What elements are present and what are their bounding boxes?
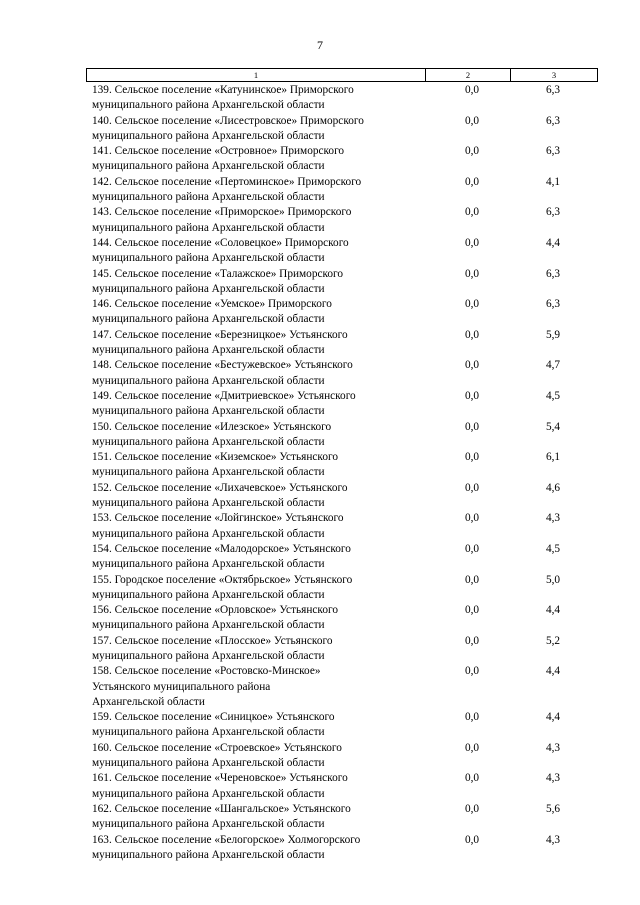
settlement-name: 142. Сельское поселение «Пертоминское» Приморского муниципального района Архангельской области [92, 175, 362, 204]
table-row [92, 573, 592, 604]
value-col3: 4,6 [545, 481, 561, 494]
value-col2: 0,0 [464, 741, 480, 754]
value-col2: 0,0 [464, 833, 480, 846]
settlement-name: 143. Сельское поселение «Приморское» Приморского муниципального района Архангельской области [92, 206, 352, 234]
value-col3: 5,4 [545, 420, 561, 433]
settlement-name: 162. Сельское поселение «Шангальское» Устьянского муниципального района Архангельской области [92, 802, 351, 831]
value-col2: 0,0 [464, 84, 480, 96]
value-col2: 0,0 [464, 451, 480, 464]
table-row [92, 144, 592, 175]
table-row [92, 634, 592, 665]
table-row [92, 389, 592, 420]
value-col2: 0,0 [464, 665, 480, 678]
settlement-name: 154. Сельское поселение «Малодорское» Устьянского муниципального района Архангельской области [92, 542, 351, 571]
value-col2: 0,0 [464, 389, 480, 402]
value-col2: 0,0 [464, 145, 480, 158]
settlement-name: 163. Сельское поселение «Белогорское» Холмогорского муниципального района Архангельской области [92, 833, 361, 861]
table-row [92, 420, 592, 451]
table-row [92, 481, 592, 512]
value-col2: 0,0 [464, 359, 480, 372]
table-row [92, 236, 592, 267]
table-row [92, 710, 592, 741]
value-col3: 5,2 [545, 634, 561, 647]
value-col3: 6,3 [545, 114, 561, 127]
value-col3: 4,1 [545, 175, 561, 188]
value-col3: 6,3 [545, 206, 561, 219]
settlement-name: 148. Сельское поселение «Бестужевское» Устьянского муниципального района Архангельской области [92, 359, 353, 387]
table-row [92, 802, 592, 833]
table-row [92, 833, 592, 864]
value-col2: 0,0 [464, 298, 480, 311]
value-col3: 4,3 [545, 833, 561, 846]
table-row [92, 267, 592, 298]
settlement-name: 150. Сельское поселение «Илезское» Устьянского муниципального района Архангельской области [92, 420, 332, 448]
settlement-name: 160. Сельское поселение «Строевское» Устьянского муниципального района Архангельской области [92, 741, 342, 770]
value-col2: 0,0 [464, 420, 480, 433]
value-col3: 4,4 [545, 711, 561, 724]
value-col2: 0,0 [464, 512, 480, 525]
value-col2: 0,0 [464, 711, 480, 724]
settlement-name: 139. Сельское поселение «Катунинское» Приморского муниципального района Архангельской области [92, 84, 354, 112]
value-col2: 0,0 [464, 114, 480, 127]
table-row [92, 328, 592, 359]
value-col3: 5,0 [545, 573, 561, 586]
settlement-name: 161. Сельское поселение «Череновское» Устьянского муниципального района Архангельской области [92, 772, 348, 800]
table-row [92, 83, 592, 114]
value-col2: 0,0 [464, 328, 480, 341]
value-col3: 6,3 [545, 84, 561, 96]
value-col2: 0,0 [464, 772, 480, 785]
settlement-name: 156. Сельское поселение «Орловское» Устьянского муниципального района Архангельской области [92, 604, 338, 632]
column-header-1: 1 [87, 69, 426, 81]
value-col3: 4,3 [545, 512, 561, 525]
page-number: 7 [317, 38, 323, 52]
value-col3: 6,1 [545, 451, 561, 464]
settlement-name: 152. Сельское поселение «Лихачевское» Устьянского муниципального района Архангельской области [92, 481, 348, 510]
table-row [92, 297, 592, 328]
value-col2: 0,0 [464, 481, 480, 494]
value-col3: 4,4 [545, 236, 561, 249]
value-col2: 0,0 [464, 634, 480, 647]
value-col3: 4,4 [545, 604, 561, 617]
table-row [92, 205, 592, 236]
value-col2: 0,0 [464, 604, 480, 617]
value-col2: 0,0 [464, 802, 480, 815]
value-col2: 0,0 [464, 573, 480, 586]
settlement-name: 146. Сельское поселение «Уемское» Приморского муниципального района Архангельской области [92, 298, 332, 326]
table-row [92, 175, 592, 206]
settlement-name: 153. Сельское поселение «Лойгинское» Устьянского муниципального района Архангельской области [92, 512, 344, 540]
settlement-name: 141. Сельское поселение «Островное» Приморского муниципального района Архангельской области [92, 145, 345, 173]
settlement-name: 145. Сельское поселение «Талажское» Приморского муниципального района Архангельской области [92, 267, 344, 295]
settlement-name: 159. Сельское поселение «Синицкое» Устьянского муниципального района Архангельской области [92, 711, 335, 739]
settlement-name: 151. Сельское поселение «Киземское» Устьянского муниципального района Архангельской области [92, 451, 338, 479]
value-col3: 4,3 [545, 741, 561, 754]
table-row [92, 114, 592, 145]
settlement-name: 158. Сельское поселение «Ростовско-Минское» Устьянского муниципального района Архангельской области [92, 665, 321, 708]
value-col2: 0,0 [464, 206, 480, 219]
table-row [92, 358, 592, 389]
table-row [92, 511, 592, 542]
settlement-name: 147. Сельское поселение «Березницкое» Устьянского муниципального района Архангельской области [92, 328, 348, 357]
value-col3: 4,7 [545, 359, 561, 372]
value-col3: 4,3 [545, 772, 561, 785]
value-col3: 6,3 [545, 267, 561, 280]
value-col2: 0,0 [464, 236, 480, 249]
value-col2: 0,0 [464, 542, 480, 555]
settlement-name: 155. Городское поселение «Октябрьское» Устьянского муниципального района Архангельской области [92, 573, 353, 601]
table-row [92, 542, 592, 573]
value-col3: 5,9 [545, 328, 561, 341]
table-row [92, 771, 592, 802]
table-row [92, 664, 592, 710]
settlement-name: 140. Сельское поселение «Лисестровское» Приморского муниципального района Архангельской области [92, 114, 364, 142]
table-body [92, 83, 592, 863]
value-col3: 6,3 [545, 298, 561, 311]
value-col2: 0,0 [464, 175, 480, 188]
settlement-name: 157. Сельское поселение «Плосское» Устьянского муниципального района Архангельской области [92, 634, 333, 662]
value-col3: 5,6 [545, 802, 561, 815]
value-col3: 4,5 [545, 389, 561, 402]
value-col2: 0,0 [464, 267, 480, 280]
value-col3: 6,3 [545, 145, 561, 158]
table-header [86, 68, 598, 82]
column-header-2: 2 [426, 69, 511, 81]
table-row [92, 603, 592, 634]
settlement-name: 149. Сельское поселение «Дмитриевское» Устьянского муниципального района Архангельской области [92, 389, 356, 418]
table-row [92, 741, 592, 772]
column-header-3: 3 [551, 70, 557, 80]
value-col3: 4,5 [545, 542, 561, 555]
table-row [92, 450, 592, 481]
value-col3: 4,4 [545, 665, 561, 678]
settlement-name: 144. Сельское поселение «Соловецкое» Приморского муниципального района Архангельской области [92, 236, 349, 265]
